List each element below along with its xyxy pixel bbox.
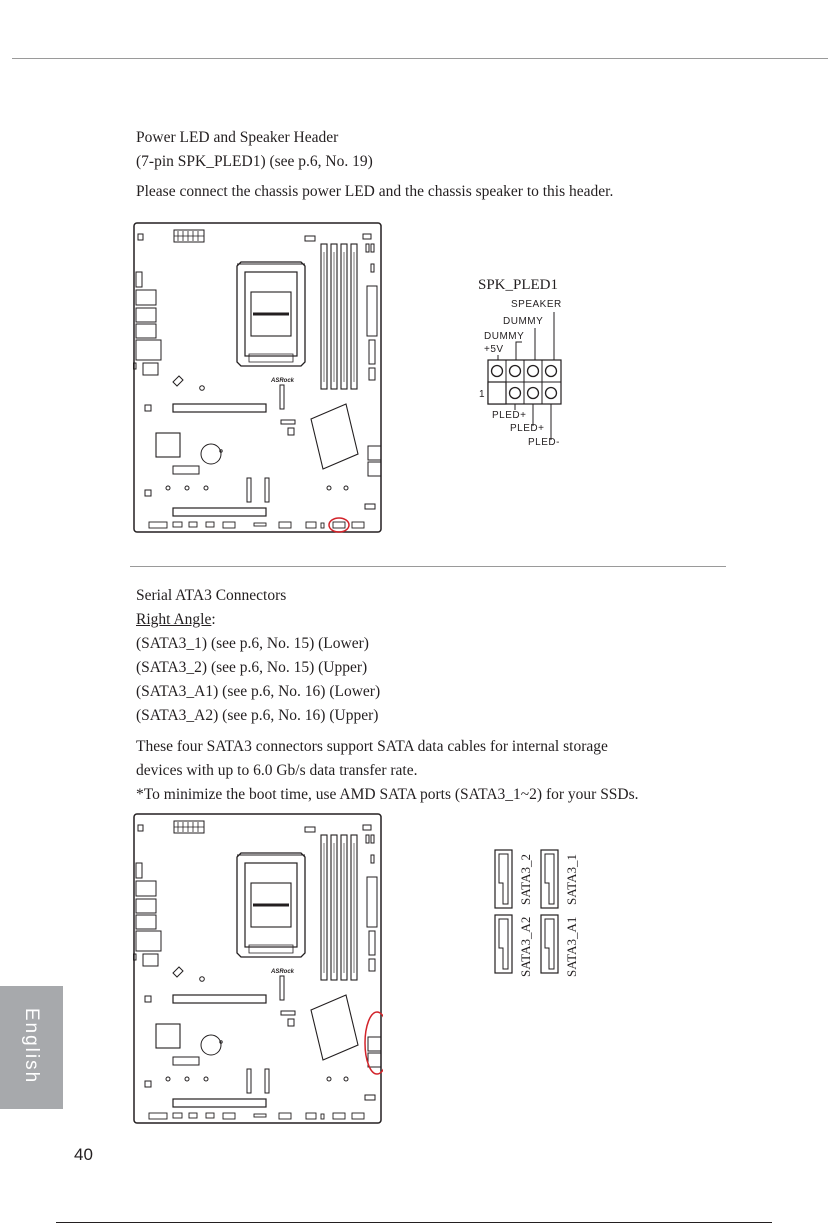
pin-label-pled-plus-1: PLED+ bbox=[492, 410, 527, 421]
section2-description-2: devices with up to 6.0 Gb/s data transfer rate. bbox=[136, 762, 418, 779]
label-sata3-a2: SATA3_A2 bbox=[518, 916, 533, 977]
label-sata3-1: SATA3_1 bbox=[564, 854, 579, 905]
pin-label-dummy-1: DUMMY bbox=[503, 316, 544, 327]
pin-label-pled-plus-2: PLED+ bbox=[510, 423, 545, 434]
spk-pled1-pinout bbox=[470, 272, 610, 452]
page-number: 40 bbox=[74, 1145, 93, 1164]
pin-label-pled-minus: PLED- bbox=[528, 437, 560, 448]
pin-label-dummy-2: DUMMY bbox=[484, 331, 525, 342]
orientation-suffix: : bbox=[211, 611, 216, 628]
section1-title: Power LED and Speaker Header bbox=[136, 129, 339, 146]
section2-note: *To minimize the boot time, use AMD SATA ports (SATA3_1~2) for your SSDs. bbox=[136, 786, 639, 803]
section1-description: Please connect the chassis power LED and the chassis speaker to this header. bbox=[136, 183, 614, 200]
sata-connector-diagram bbox=[490, 845, 590, 981]
section-divider bbox=[130, 566, 726, 567]
pin-label-speaker: SPEAKER bbox=[511, 299, 562, 310]
port-line-2: (SATA3_2) (see p.6, No. 15) (Upper) bbox=[136, 659, 368, 676]
orientation-line bbox=[136, 608, 216, 632]
port-line-1: (SATA3_1) (see p.6, No. 15) (Lower) bbox=[136, 635, 369, 652]
svg-text:ASRock: ASRock bbox=[271, 378, 295, 384]
top-rule bbox=[12, 58, 828, 59]
spk-pled1-highlight bbox=[329, 518, 349, 532]
language-tab-label: English bbox=[21, 1007, 42, 1085]
section2-title: Serial ATA3 Connectors bbox=[136, 587, 287, 604]
orientation-label: Right Angle bbox=[136, 611, 212, 628]
motherboard-diagram-2 bbox=[133, 813, 383, 1125]
label-sata3-2: SATA3_2 bbox=[518, 854, 533, 905]
port-line-4: (SATA3_A2) (see p.6, No. 16) (Upper) bbox=[136, 707, 379, 724]
section1-subtitle: (7-pin SPK_PLED1) (see p.6, No. 19) bbox=[136, 153, 373, 170]
pin1-marker: 1 bbox=[479, 389, 486, 400]
motherboard-diagram-1 bbox=[133, 222, 383, 534]
section2-description-1: These four SATA3 connectors support SATA data cables for internal storage bbox=[136, 738, 608, 755]
svg-text:ASRock: ASRock bbox=[271, 969, 295, 975]
header-name: SPK_PLED1 bbox=[478, 277, 559, 293]
port-line-3: (SATA3_A1) (see p.6, No. 16) (Lower) bbox=[136, 683, 381, 700]
language-tab bbox=[0, 986, 63, 1109]
pin-label-5v: +5V bbox=[484, 344, 504, 355]
label-sata3-a1: SATA3_A1 bbox=[564, 916, 579, 977]
bottom-rule bbox=[56, 1222, 772, 1223]
